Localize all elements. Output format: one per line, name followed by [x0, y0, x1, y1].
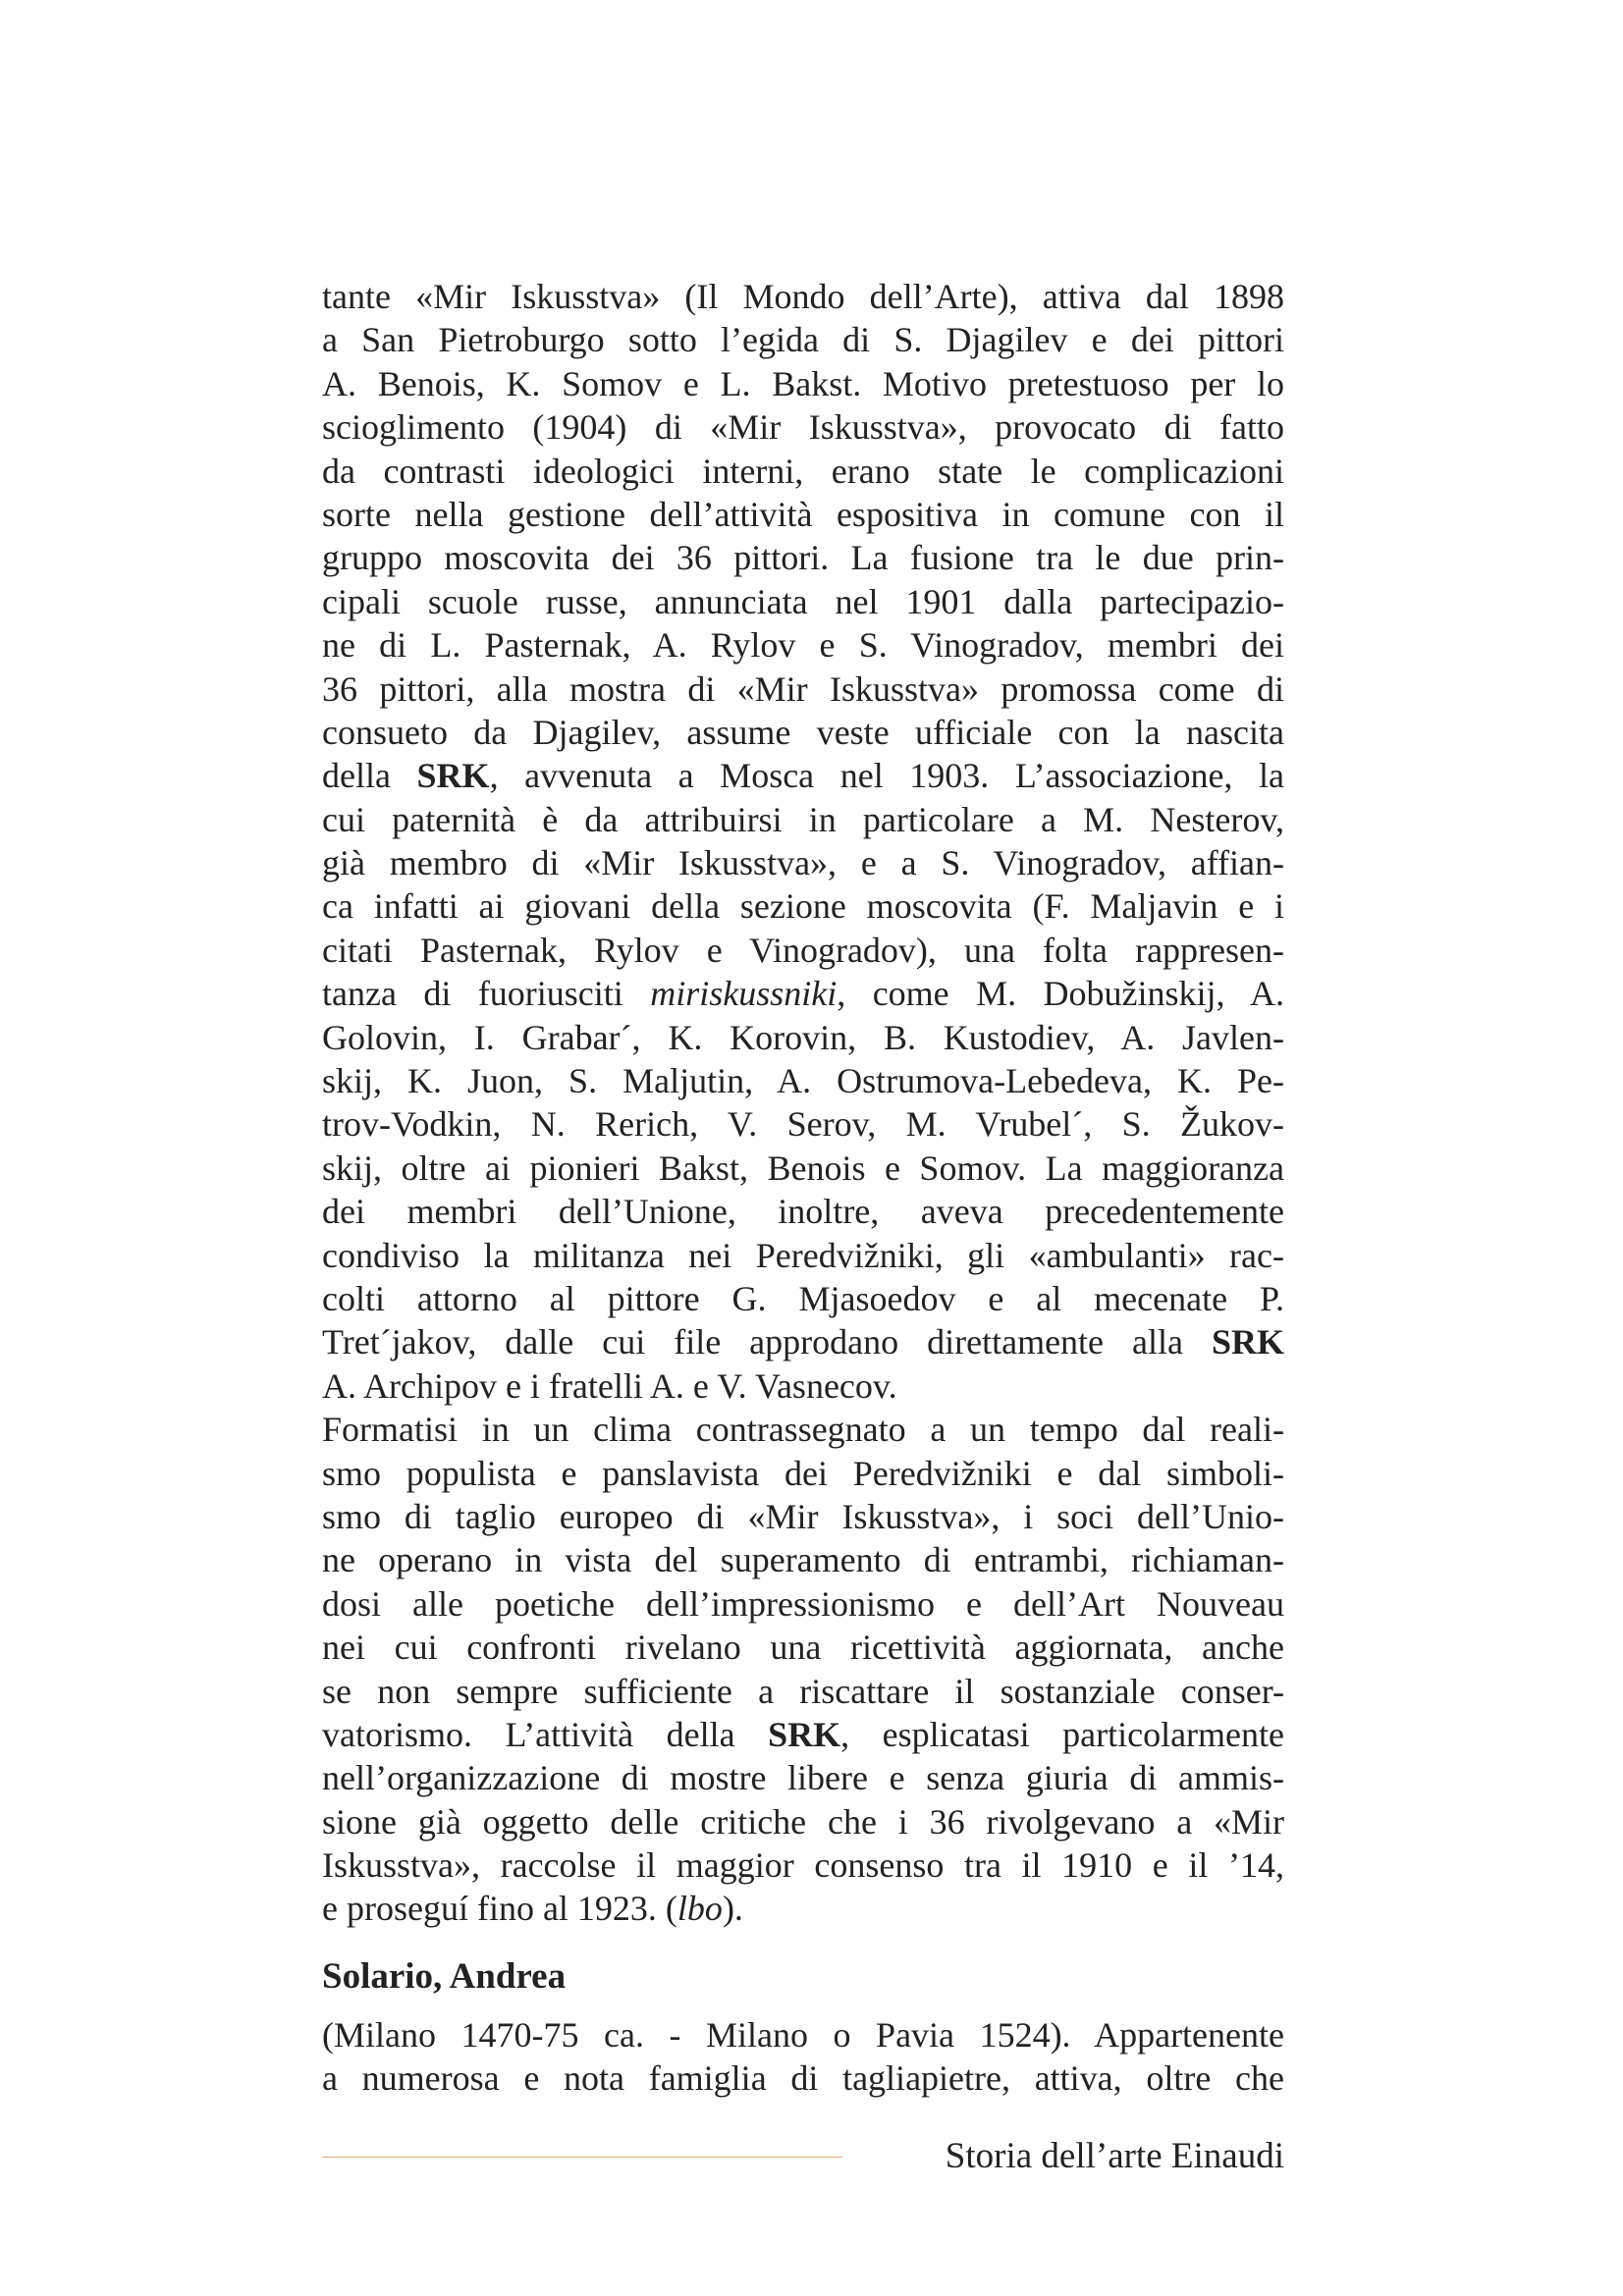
emphasis-italic: lbo — [676, 1889, 723, 1929]
text-line: 36 pittori, alla mostra di «Mir Iskusstva» promossa come di — [322, 668, 1284, 709]
text-line: a San Pietroburgo sotto l’egida di S. Djagilev e dei pittori — [322, 320, 1284, 360]
text-line: già membro di «Mir Iskusstva», e a S. Vinogradov, affian- — [322, 843, 1284, 883]
emphasis-bold: SRK — [416, 756, 490, 796]
text-line: scioglimento (1904) di «Mir Iskusstva», provocato di fatto — [322, 407, 1284, 448]
emphasis-bold: SRK — [1211, 1322, 1284, 1362]
text-line: ca infatti ai giovani della sezione moscovita (F. Maljavin e i — [322, 886, 1284, 927]
text-line: A. Benois, K. Somov e L. Bakst. Motivo pretestuoso per lo — [322, 363, 1284, 403]
text-line: A. Archipov e i fratelli A. e V. Vasnecov. — [322, 1365, 897, 1406]
text-line — [322, 1320, 1284, 1363]
text-line: skij, K. Juon, S. Maljutin, A. Ostrumova-Lebedeva, K. Pe- — [322, 1061, 1284, 1101]
text-segment: e proseguí fino al 1923. ( — [322, 1889, 677, 1929]
text-segment: della — [322, 756, 417, 796]
text-segment: ). — [722, 1889, 743, 1929]
page-footer — [322, 2132, 1284, 2181]
text-line: gruppo moscovita dei 36 pittori. La fusione tra le due prin- — [322, 538, 1284, 578]
text-line: consueto da Djagilev, assume veste ufficiale con la nascita — [322, 712, 1284, 752]
emphasis-italic: miriskussniki — [650, 974, 838, 1014]
text-line — [322, 1887, 1284, 1930]
text-line: ne di L. Pasternak, A. Rylov e S. Vinogradov, membri dei — [322, 625, 1284, 666]
footer-rule — [322, 2157, 842, 2158]
text-segment: , avvenuta a Mosca nel 1903. L’associazione, la — [489, 756, 1284, 796]
text-line: dei membri dell’Unione, inoltre, aveva precedentemente — [322, 1192, 1284, 1232]
text-line: nell’organizzazione di mostre libere e senza giuria di ammis- — [322, 1758, 1284, 1798]
emphasis-bold: SRK — [768, 1714, 841, 1754]
text-line: ne operano in vista del superamento di entrambi, richiaman- — [322, 1540, 1284, 1580]
text-line: skij, oltre ai pionieri Bakst, Benois e Somov. La maggioranza — [322, 1148, 1284, 1188]
text-line — [322, 1713, 1284, 1756]
text-line: cipali scuole russe, annunciata nel 1901 dalla partecipazio- — [322, 581, 1284, 621]
text-segment: tanza di fuoriusciti — [322, 974, 651, 1014]
text-line: smo di taglio europeo di «Mir Iskusstva», i soci dell’Unio- — [322, 1496, 1284, 1536]
srk-entry-body — [322, 275, 1284, 1931]
text-line — [322, 754, 1284, 797]
entry-heading: Solario, Andrea — [322, 1955, 567, 1997]
text-line: a numerosa e nota famiglia di tagliapietre, attiva, oltre che — [322, 2058, 1284, 2099]
text-line: colti attorno al pittore G. Mjasoedov e al mecenate P. — [322, 1278, 1284, 1318]
text-line: cui paternità è da attribuirsi in particolare a M. Nesterov, — [322, 799, 1284, 839]
text-line: nei cui confronti rivelano una ricettività aggiornata, anche — [322, 1628, 1284, 1668]
text-line: trov-Vodkin, N. Rerich, V. Serov, M. Vrubel´, S. Žukov- — [322, 1104, 1284, 1145]
text-line — [322, 972, 1284, 1015]
text-line: Iskusstva», raccolse il maggior consenso tra il 1910 e il ’14, — [322, 1845, 1284, 1886]
text-segment: , come M. Dobužinskij, A. — [837, 974, 1284, 1014]
text-line: se non sempre sufficiente a riscattare il sostanziale conser- — [322, 1671, 1284, 1711]
text-segment: vatorismo. L’attività della — [322, 1714, 769, 1754]
text-line: da contrasti ideologici interni, erano state le complicazioni — [322, 451, 1284, 491]
text-line: dosi alle poetiche dell’impressionismo e dell’Art Nouveau — [322, 1583, 1284, 1624]
text-line: tante «Mir Iskusstva» (Il Mondo dell’Arte), attiva dal 1898 — [322, 277, 1284, 316]
article-text — [322, 275, 1284, 2101]
text-line: Formatisi in un clima contrassegnato a un tempo dal reali- — [322, 1410, 1284, 1450]
text-line: (Milano 1470-75 ca. - Milano o Pavia 1524). Appartenente — [322, 2014, 1284, 2055]
text-line: Golovin, I. Grabar´, K. Korovin, B. Kustodiev, A. Javlen- — [322, 1017, 1284, 1057]
solario-entry-body — [322, 2013, 1284, 2101]
text-line: sorte nella gestione dell’attività espositiva in comune con il — [322, 494, 1284, 534]
text-line: sione già oggetto delle critiche che i 36 rivolgevano a «Mir — [322, 1801, 1284, 1842]
text-line: smo populista e panslavista dei Peredvižniki e dal simboli- — [322, 1453, 1284, 1493]
text-line: condiviso la militanza nei Peredvižniki, gli «ambulanti» rac- — [322, 1235, 1284, 1275]
text-line: citati Pasternak, Rylov e Vinogradov), una folta rappresen- — [322, 930, 1284, 970]
text-segment: Tret´jakov, dalle cui file approdano direttamente alla — [322, 1322, 1212, 1362]
footer-title: Storia dell’arte Einaudi — [945, 2136, 1284, 2176]
text-segment: , esplicatasi particolarmente — [840, 1714, 1284, 1754]
